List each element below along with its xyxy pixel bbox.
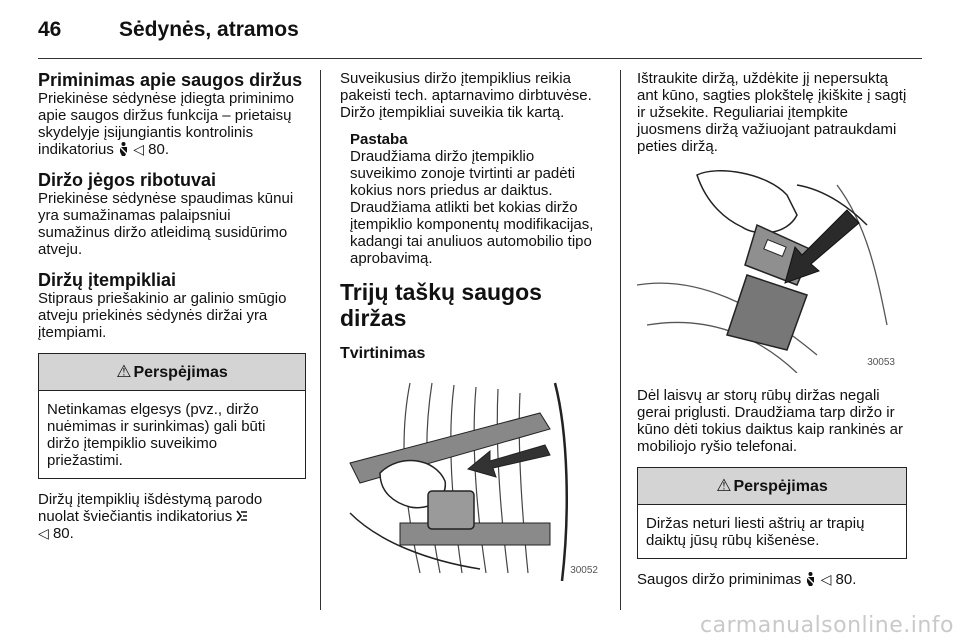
paragraph: Suveikusius diržo įtempiklius reikia pakeisti tech. aptarnavimo dirbtuvėse. Diržo įtempikliai suveikia tik kartą. [340, 70, 592, 121]
page-number: 46 [38, 18, 62, 41]
page-ref[interactable]: 80. [835, 571, 857, 588]
warning-box [637, 467, 907, 559]
page-ref[interactable]: 80. [148, 141, 170, 158]
paragraph: Stipraus priešakinio ar galinio smūgio atveju priekinės sėdynės diržai yra įtempiami. [38, 290, 287, 341]
figure-fastening [340, 373, 602, 581]
page-ref[interactable]: 80. [52, 525, 74, 542]
paragraph-text: Priekinėse sėdynėse įdiegta priminimo apie saugos diržus funkcija – prietaisų skydelyje įsijungiantis kontrolinis indikatorius [38, 90, 294, 158]
paragraph: Ištraukite diržą, uždėkite jį nepersuktą ant kūno, sagties plokštelę įkiškite į sagtį ir užsekite. Reguliariai įtempkite juosmens diržą važiuojant patraukdami peties diržą. [637, 70, 907, 155]
paragraph [38, 491, 306, 542]
belt-fastening-illustration [340, 373, 602, 581]
watermark: carmanualsonline.info [700, 613, 954, 638]
paragraph: Dėl laisvų ar storų rūbų diržas negali gerai priglusti. Draudžiama tarp diržo ir kūno dėti tokius daiktus kaip rankinės ar mobiliojo ryšio telefonai. [637, 387, 903, 455]
buckle-illustration [637, 165, 899, 373]
ref-icon: ◁ [133, 141, 144, 157]
note-title: Pastaba [350, 131, 408, 148]
section-title: Diržų įtempikliai [38, 270, 177, 290]
section-title: Priminimas apie saugos diržus [38, 70, 303, 90]
note-block [350, 131, 602, 267]
warning-header [39, 354, 305, 391]
column-1 [38, 70, 306, 542]
column-divider [320, 70, 321, 610]
header-rule [38, 58, 922, 59]
warning-box [38, 353, 306, 479]
column-3 [637, 70, 907, 588]
ref-icon: ◁ [38, 525, 49, 541]
warning-text: Diržas neturi liesti aštrių ar trapių daiktų jūsų rūbų kišenėse. [646, 515, 865, 549]
paragraph-text: Saugos diržo priminimas [637, 571, 802, 588]
paragraph-text: Diržų įtempiklių išdėstymą parodo nuolat šviečiantis indikatorius [38, 491, 263, 525]
paragraph: Priekinėse sėdynėse spaudimas kūnui yra sumažinamas palaipsniui sumažinus diržo atleidimą susidūrimo atveju. [38, 190, 294, 258]
warning-header [638, 468, 906, 505]
ref-icon: ◁ [820, 571, 832, 587]
page-title: Sėdynės, atramos [119, 18, 299, 41]
seatbelt-icon [118, 142, 129, 156]
paragraph [637, 571, 907, 588]
warning-icon: ⚠ [716, 476, 732, 495]
figure-buckle [637, 165, 899, 373]
warning-title: Perspėjimas [133, 364, 228, 381]
figure-code: 30053 [867, 357, 895, 368]
paragraph [38, 90, 306, 158]
column-2 [340, 70, 602, 581]
subsection-title: Tvirtinimas [340, 345, 426, 362]
warning-title: Perspėjimas [733, 478, 828, 495]
note-text: Draudžiama diržo įtempiklio suveikimo zonoje tvirtinti ar padėti kokius nors priedus ar daiktus. Draudžiama atlikti bet kokias diržo įtempiklio komponentų modifikacijas, kadangi tai anuliuos automobilio tipo aprobavimą. [350, 148, 594, 267]
section-title: Diržo jėgos ribotuvai [38, 170, 217, 190]
figure-code: 30052 [570, 565, 598, 576]
warning-text: Netinkamas elgesys (pvz., diržo nuėmimas ir surinkimas) gali būti diržo įtempiklio suveikimo priežastimi. [47, 401, 266, 469]
seatbelt-icon [805, 572, 816, 586]
warning-icon: ⚠ [116, 362, 132, 381]
chapter-title: Trijų taškų saugos diržas [340, 279, 542, 331]
column-divider [620, 70, 621, 610]
pretensioner-icon [236, 510, 248, 523]
